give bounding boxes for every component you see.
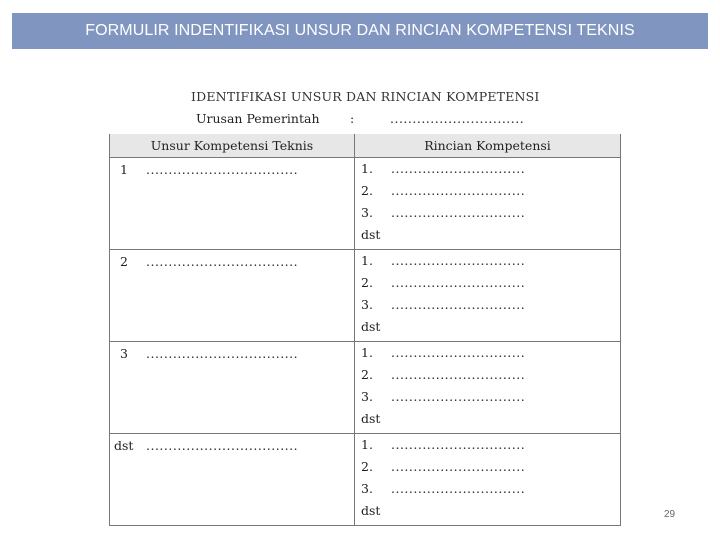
row-number: 3	[120, 346, 128, 361]
item-placeholder: ..............................	[391, 205, 526, 220]
item-placeholder: ..............................	[391, 437, 526, 452]
urusan-colon: :	[350, 111, 355, 126]
item-number: 3.	[361, 205, 373, 220]
list-item	[361, 500, 620, 522]
table-header-row	[110, 134, 621, 158]
item-number: 2.	[361, 183, 373, 198]
row-number: dst	[114, 438, 134, 453]
item-placeholder: ..............................	[391, 481, 526, 496]
rincian-cell	[355, 342, 621, 434]
item-placeholder: ..............................	[391, 459, 526, 474]
item-number: 1.	[361, 345, 373, 360]
column-header-rincian: Rincian Kompetensi	[355, 134, 621, 158]
item-number: 2.	[361, 367, 373, 382]
unsur-placeholder: ..................................	[146, 162, 299, 177]
competency-table	[109, 134, 621, 526]
rincian-cell	[355, 158, 621, 250]
list-item	[361, 180, 620, 202]
item-number: dst	[361, 227, 381, 242]
list-item	[361, 386, 620, 408]
row-number: 2	[120, 254, 128, 269]
list-item	[361, 272, 620, 294]
unsur-cell	[110, 342, 355, 434]
table-row	[110, 158, 621, 250]
rincian-cell	[355, 250, 621, 342]
list-item	[361, 342, 620, 364]
unsur-placeholder: ..................................	[146, 438, 299, 453]
unsur-placeholder: ..................................	[146, 346, 299, 361]
item-number: 3.	[361, 297, 373, 312]
item-placeholder: ..............................	[391, 297, 526, 312]
item-placeholder: ..............................	[391, 253, 526, 268]
unsur-placeholder: ..................................	[146, 254, 299, 269]
slide-title-bar	[12, 13, 708, 49]
list-item	[361, 434, 620, 456]
urusan-label: Urusan Pemerintah	[196, 111, 320, 126]
unsur-cell	[110, 434, 355, 526]
row-number: 1	[120, 162, 128, 177]
table-row	[110, 250, 621, 342]
item-placeholder: ..............................	[391, 161, 526, 176]
list-item	[361, 202, 620, 224]
item-number: 2.	[361, 275, 373, 290]
item-number: 1.	[361, 161, 373, 176]
list-item	[361, 364, 620, 386]
list-item	[361, 478, 620, 500]
list-item	[361, 224, 620, 246]
item-number: dst	[361, 411, 381, 426]
item-number: dst	[361, 503, 381, 518]
item-number: 3.	[361, 481, 373, 496]
item-placeholder: ..............................	[391, 345, 526, 360]
form-heading: IDENTIFIKASI UNSUR DAN RINCIAN KOMPETENSI	[191, 89, 540, 104]
item-number: dst	[361, 319, 381, 334]
list-item	[361, 294, 620, 316]
table-row	[110, 434, 621, 526]
unsur-cell	[110, 158, 355, 250]
item-placeholder: ..............................	[391, 183, 526, 198]
slide-title: FORMULIR INDENTIFIKASI UNSUR DAN RINCIAN KOMPETENSI TEKNIS	[85, 22, 635, 39]
list-item	[361, 158, 620, 180]
item-placeholder: ..............................	[391, 367, 526, 382]
page-number: 29	[664, 509, 676, 520]
item-number: 3.	[361, 389, 373, 404]
item-placeholder: ..............................	[391, 275, 526, 290]
urusan-value: ..............................	[390, 111, 525, 126]
rincian-cell	[355, 434, 621, 526]
list-item	[361, 408, 620, 430]
list-item	[361, 250, 620, 272]
unsur-cell	[110, 250, 355, 342]
item-number: 1.	[361, 253, 373, 268]
item-placeholder: ..............................	[391, 389, 526, 404]
column-header-unsur: Unsur Kompetensi Teknis	[110, 134, 355, 158]
item-number: 2.	[361, 459, 373, 474]
item-number: 1.	[361, 437, 373, 452]
list-item	[361, 456, 620, 478]
table-row	[110, 342, 621, 434]
list-item	[361, 316, 620, 338]
